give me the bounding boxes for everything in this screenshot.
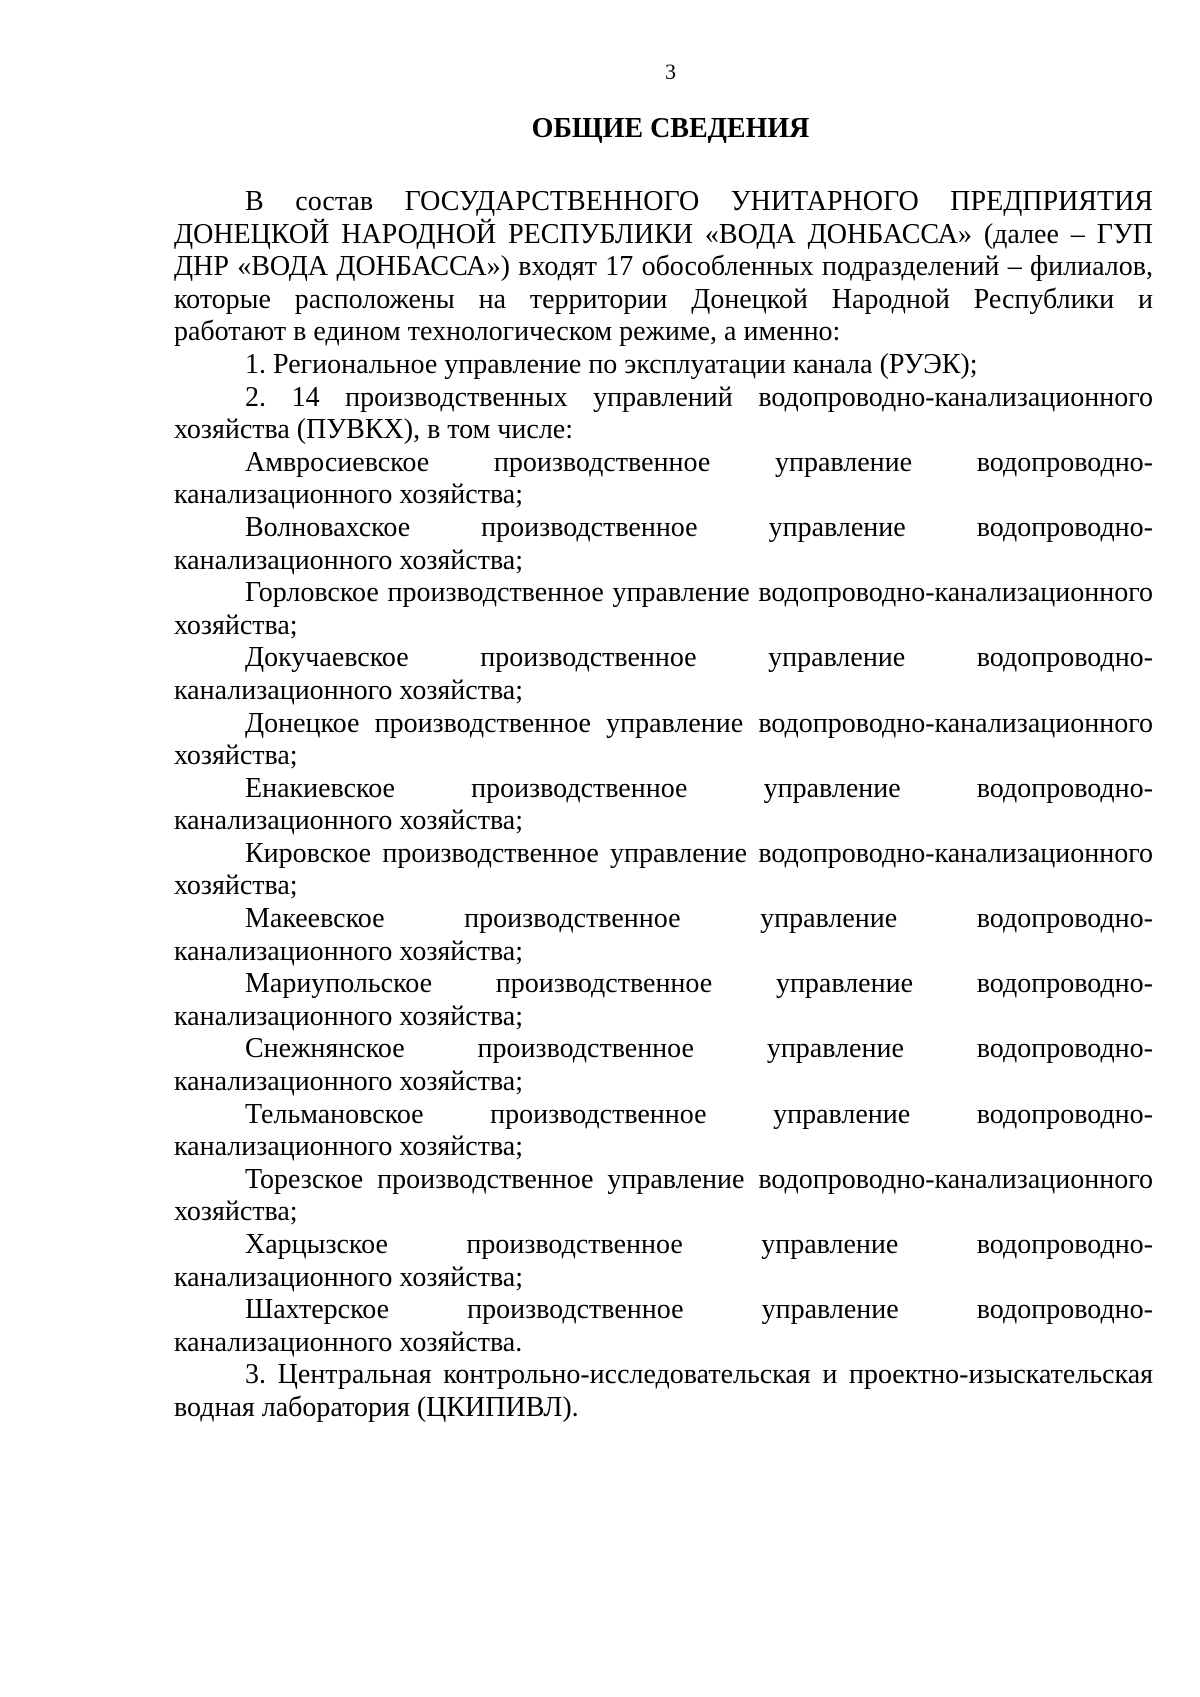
- branch-item: Докучаевское производственное управление водопроводно-канализационного хозяйства;: [174, 642, 1153, 706]
- list-item-3: 3. Центральная контрольно-исследовательская и проектно-изыскательская водная лаборатория (ЦКИПИВЛ).: [174, 1359, 1153, 1423]
- branch-item: Донецкое производственное управление водопроводно-канализационного хозяйства;: [174, 707, 1153, 772]
- branch-item: Макеевское производственное управление водопроводно-канализационного хозяйства;: [174, 903, 1153, 967]
- branch-item: Шахтерское производственное управление водопроводно-канализационного хозяйства.: [174, 1294, 1153, 1358]
- branch-item: Кировское производственное управление водопроводно-канализационного хозяйства;: [174, 837, 1153, 902]
- branch-item: Снежнянское производственное управление водопроводно-канализационного хозяйства;: [174, 1033, 1153, 1098]
- branch-item: Амвросиевское производственное управление водопроводно-канализационного хозяйства;: [174, 446, 1153, 511]
- branch-item: Горловское производственное управление водопроводно-канализационного хозяйства;: [174, 577, 1153, 641]
- branch-item: Харцызское производственное управление водопроводно-канализационного хозяйства;: [174, 1229, 1153, 1293]
- branch-item: Тельмановское производственное управление водопроводно-канализационного хозяйства;: [174, 1098, 1153, 1163]
- page-number: 3: [665, 59, 676, 84]
- document-page: [174, 58, 1153, 1425]
- branch-item: Торезское производственное управление водопроводно-канализационного хозяйства;: [174, 1163, 1153, 1228]
- intro-paragraph: В состав ГОСУДАРСТВЕННОГО УНИТАРНОГО ПРЕДПРИЯТИЯ ДОНЕЦКОЙ НАРОДНОЙ РЕСПУБЛИКИ «ВОДА ДОНБАССА» (далее – ГУП ДНР «ВОДА ДОНБАССА») входят 17 обособленных подразделений – филиалов, которые расположены на территории Донецкой Народной Республики и работают в едином технологическом режиме, а именно:: [174, 186, 1153, 348]
- list-item-2: 2. 14 производственных управлений водопроводно-канализационного хозяйства (ПУВКХ), в том числе:: [174, 381, 1153, 446]
- branch-item: Енакиевское производственное управление водопроводно-канализационного хозяйства;: [174, 772, 1153, 837]
- branch-item: Мариупольское производственное управление водопроводно-канализационного хозяйства;: [174, 968, 1153, 1032]
- section-title: ОБЩИЕ СВЕДЕНИЯ: [531, 113, 810, 144]
- list-item-1: 1. Региональное управление по эксплуатации канала (РУЭК);: [245, 348, 978, 380]
- branch-item: Волновахское производственное управление водопроводно-канализационного хозяйства;: [174, 511, 1153, 576]
